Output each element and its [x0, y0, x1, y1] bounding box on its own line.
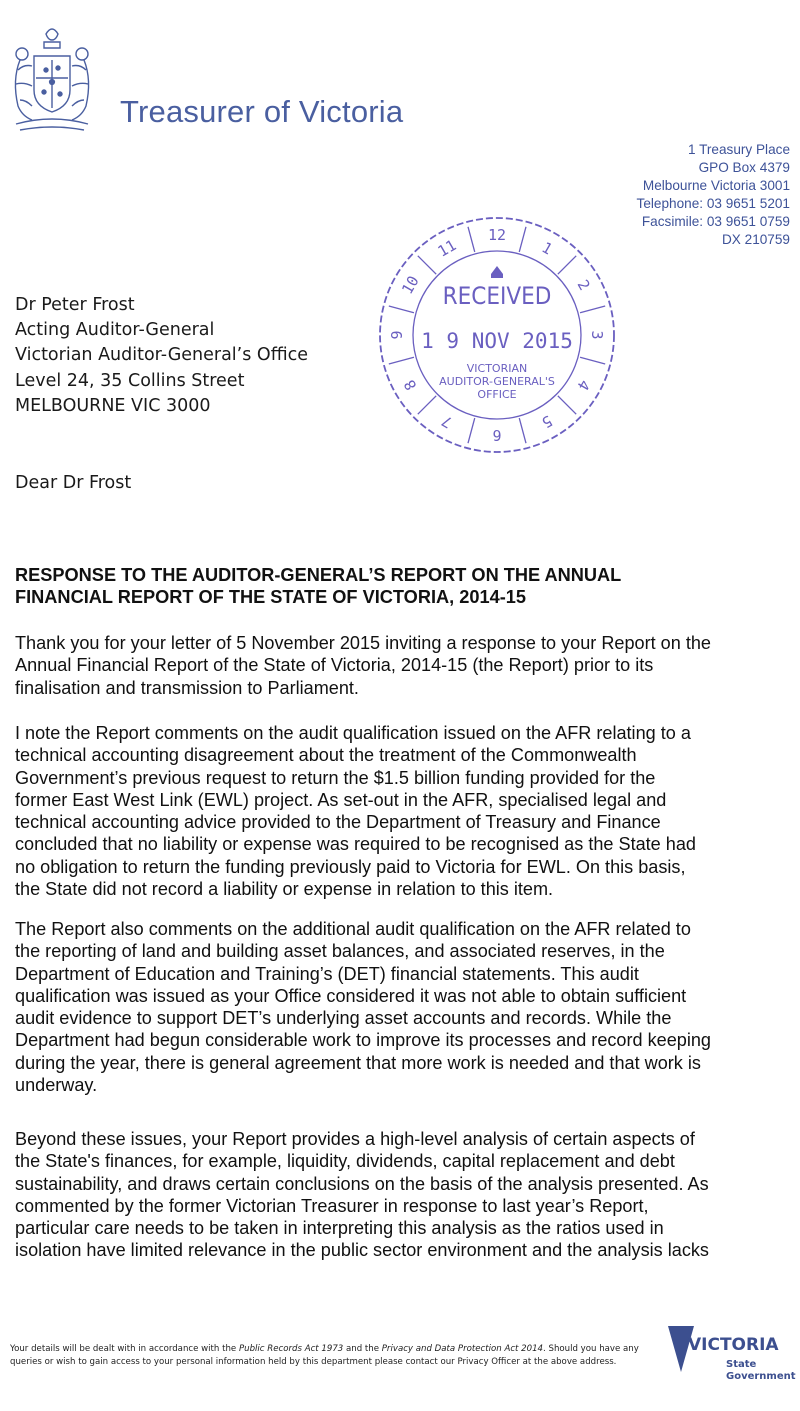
- recipient-street: Level 24, 35 Collins Street: [15, 370, 245, 391]
- stamp-dial-tick: [418, 256, 436, 274]
- recipient-name: Dr Peter Frost: [15, 295, 135, 315]
- stamp-dial-number: 11: [434, 236, 460, 261]
- recipient-title: Acting Auditor-General: [15, 320, 215, 341]
- paragraph-line: the State did not record a liability or expense in relation to this item.: [15, 879, 554, 900]
- subject-line: FINANCIAL REPORT OF THE STATE OF VICTORIA, 2014-15: [15, 587, 526, 607]
- paragraph-line: no obligation to return the funding previously paid to Victoria for EWL. On this basis,: [15, 856, 686, 877]
- sender-address: [637, 141, 790, 249]
- stamp-dial-tick: [558, 396, 576, 414]
- paragraph-line: underway.: [15, 1075, 98, 1096]
- privacy-text: and the: [343, 1344, 382, 1354]
- paragraph-line: technical accounting advice provided to the Department of Treasury and Finance: [15, 812, 661, 833]
- stamp-dial-number: 1: [538, 238, 556, 259]
- stamp-dial-tick: [558, 256, 576, 274]
- paragraph-line: Annual Financial Report of the State of Victoria, 2014-15 (the Report) prior to its: [15, 655, 654, 676]
- paragraph-line: I note the Report comments on the audit qualification issued on the AFR relating to a: [15, 723, 691, 743]
- privacy-text: . Should you have any queries or wish to gain access to your personal information held by this department please contact our Privacy Officer at the above address.: [10, 1344, 639, 1367]
- stamp-dial-tick: [418, 396, 436, 414]
- stamp-dial-number: 8: [400, 376, 421, 394]
- address-line: GPO Box 4379: [698, 160, 790, 175]
- stamp-dial-tick: [468, 227, 475, 252]
- paragraph-line: Thank you for your letter of 5 November 2015 inviting a response to your Report on the: [15, 633, 711, 653]
- stamp-dial-number: 7: [438, 411, 456, 432]
- stamp-date: 1 9 NOV 2015: [421, 329, 573, 353]
- paragraph-thanks: [15, 632, 787, 699]
- paragraph-line: isolation have limited relevance in the public sector environment and the analysis lacks: [15, 1240, 709, 1261]
- paragraph-line: the reporting of land and building asset balances, and associated reserves, in the: [15, 941, 665, 962]
- coat-of-arms-icon: [6, 20, 98, 136]
- paragraph-line: former East West Link (EWL) project. As set-out in the AFR, specialised legal and: [15, 789, 667, 810]
- stamp-dial-tick: [580, 357, 605, 364]
- stamp-dial-number: 5: [538, 411, 556, 432]
- crown-icon: [491, 266, 503, 278]
- paragraph-line: particular care needs to be taken in interpreting this analysis as the ratios used in: [15, 1218, 664, 1239]
- paragraph-line: commented by the former Victorian Treasurer in response to last year’s Report,: [15, 1195, 649, 1216]
- paragraph-analysis: [15, 1128, 787, 1262]
- act-name: Privacy and Data Protection Act 2014: [381, 1344, 544, 1354]
- logo-sub-government: Government: [726, 1371, 796, 1382]
- received-stamp: [376, 214, 618, 456]
- stamp-dial-number: 10: [398, 272, 423, 298]
- recipient-address: [15, 293, 308, 419]
- privacy-text: Your details will be dealt with in accordance with the: [10, 1344, 239, 1354]
- stamp-dial-tick: [468, 418, 475, 443]
- paragraph-line: Department of Education and Training’s (DET) financial statements. This audit: [15, 963, 639, 984]
- subject-heading: [15, 564, 715, 608]
- address-line: 1 Treasury Place: [688, 142, 790, 157]
- paragraph-line: Beyond these issues, your Report provides a high-level analysis of certain aspects of: [15, 1129, 695, 1149]
- paragraph-line: finalisation and transmission to Parliament.: [15, 677, 359, 698]
- stamp-dial-tick: [519, 227, 526, 252]
- recipient-city: MELBOURNE VIC 3000: [15, 395, 211, 416]
- stamp-dial-tick: [389, 357, 414, 364]
- stamp-dial-number: 2: [573, 276, 594, 294]
- paragraph-det-qualification: [15, 918, 787, 1096]
- paragraph-line: Government’s previous request to return the $1.5 billion funding provided for the: [15, 767, 656, 788]
- salutation: Dear Dr Frost: [15, 473, 132, 493]
- stamp-org-line: VICTORIAN: [466, 362, 528, 375]
- stamp-dial-number: 6: [492, 426, 502, 444]
- stamp-title: RECEIVED: [442, 282, 552, 310]
- stamp-org-line: AUDITOR-GENERAL'S: [439, 375, 555, 388]
- stamp-dial-tick: [389, 306, 414, 313]
- dx-line: DX 210759: [721, 232, 790, 247]
- paragraph-ewl-qualification: [15, 722, 787, 900]
- logo-sub-state: State: [726, 1359, 757, 1370]
- paragraph-line: the State's finances, for example, liquidity, dividends, capital replacement and debt: [15, 1151, 675, 1172]
- subject-line: RESPONSE TO THE AUDITOR-GENERAL’S REPORT ON THE ANNUAL: [15, 565, 622, 585]
- telephone-line: Telephone: 03 9651 5201: [636, 196, 790, 211]
- paragraph-line: technical accounting disagreement about the treatment of the Commonwealth: [15, 745, 637, 766]
- paragraph-line: concluded that no liability or expense was required to be recognised as the State had: [15, 834, 696, 855]
- stamp-dial-tick: [580, 306, 605, 313]
- victoria-state-government-logo: [666, 1324, 796, 1388]
- stamp-org-line: OFFICE: [477, 388, 517, 401]
- stamp-dial-number: 12: [487, 226, 507, 244]
- stamp-dial-number: 4: [573, 376, 594, 394]
- stamp-dial-number: 9: [388, 330, 406, 340]
- facsimile-line: Facsimile: 03 9651 0759: [641, 214, 790, 229]
- paragraph-line: during the year, there is general agreement that more work is needed and that work is: [15, 1052, 701, 1073]
- address-line: Melbourne Victoria 3001: [642, 178, 790, 193]
- act-name: Public Records Act 1973: [238, 1344, 344, 1354]
- paragraph-line: sustainability, and draws certain conclusions on the basis of the analysis presented. As: [15, 1173, 709, 1194]
- logo-wordmark: VICTORIA: [688, 1335, 779, 1355]
- paragraph-line: Department had begun considerable work to improve its processes and record keeping: [15, 1030, 711, 1051]
- recipient-office: Victorian Auditor-General’s Office: [15, 345, 308, 366]
- stamp-dial-number: 3: [588, 330, 606, 340]
- paragraph-line: The Report also comments on the additional audit qualification on the AFR related to: [15, 919, 691, 939]
- paragraph-line: qualification was issued as your Office considered it was not able to obtain sufficient: [15, 985, 687, 1006]
- paragraph-line: audit evidence to support DET’s underlying asset accounts and records. While the: [15, 1008, 672, 1029]
- organisation-title: Treasurer of Victoria: [120, 94, 404, 129]
- privacy-notice: [10, 1343, 650, 1369]
- stamp-dial-tick: [519, 418, 526, 443]
